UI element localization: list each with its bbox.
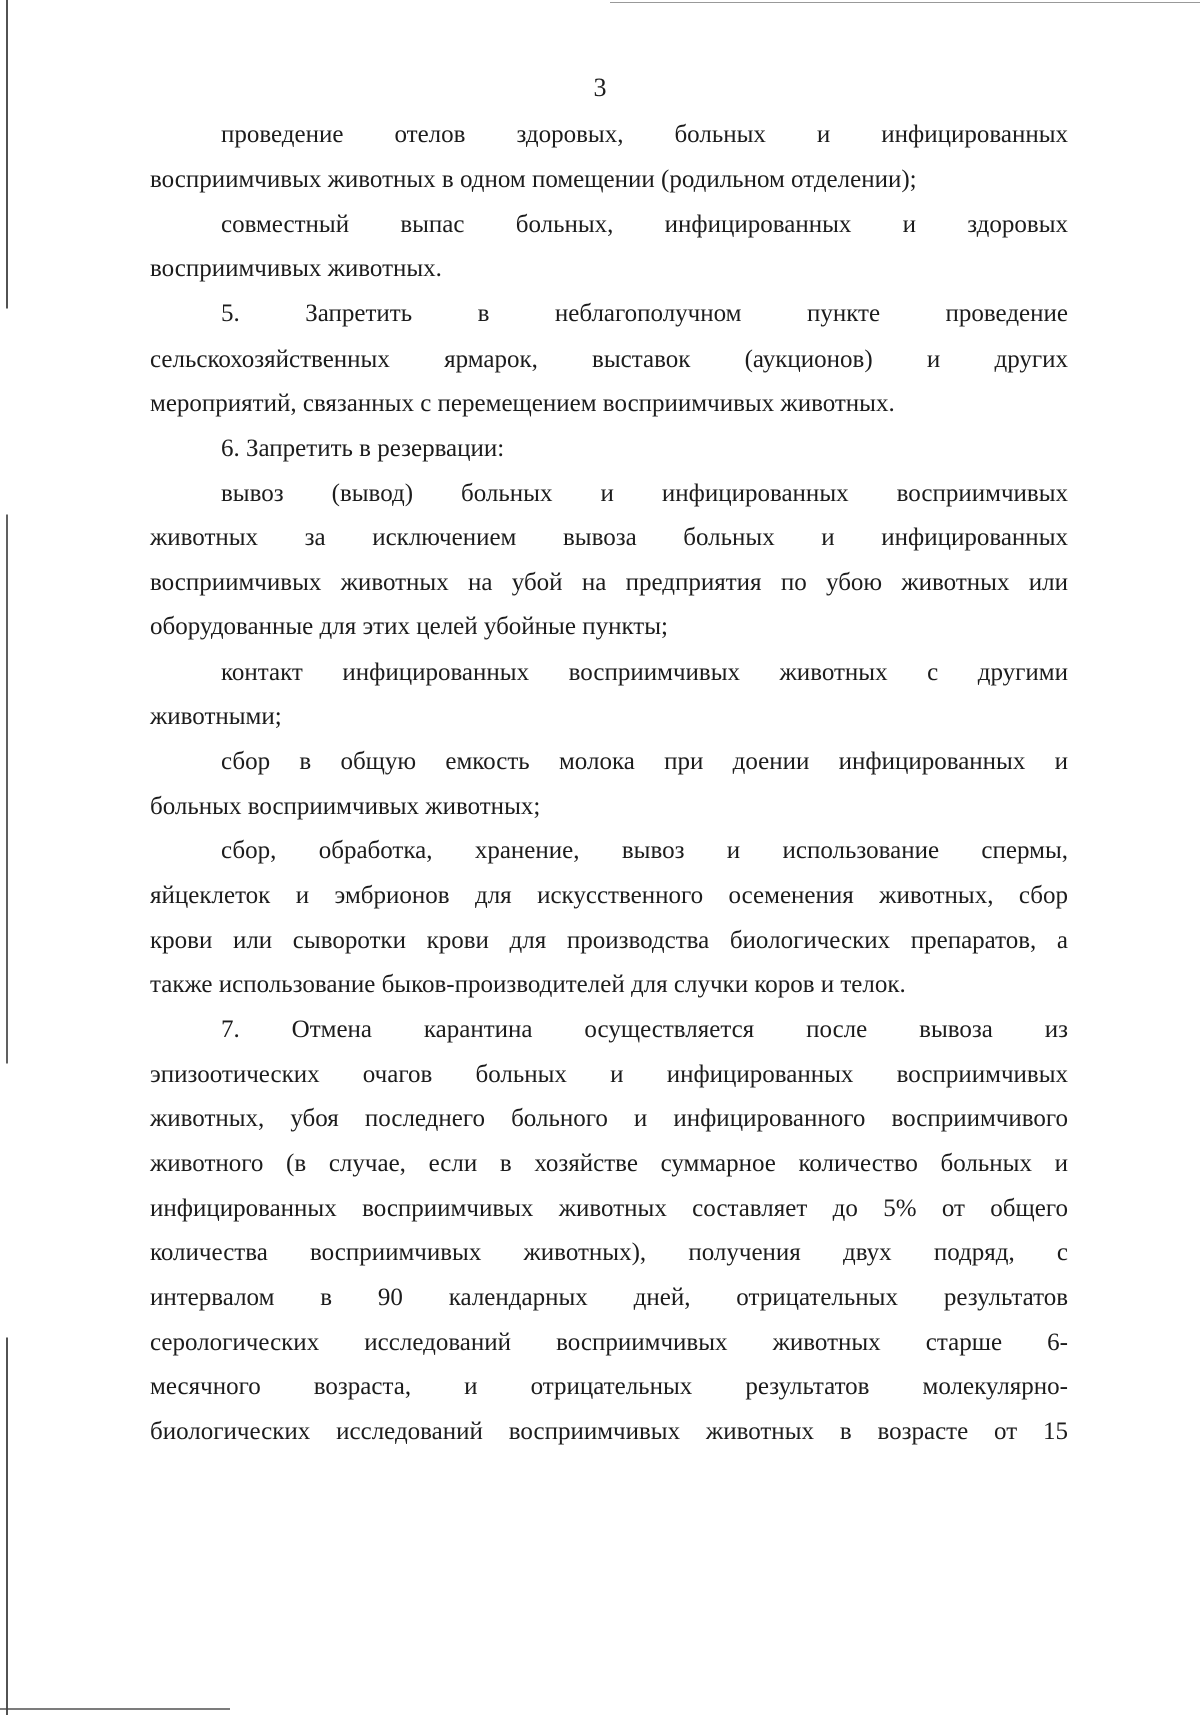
text-line: восприимчивых животных на убой на предприятия по убою животных или [150, 569, 1068, 596]
text-line: количества восприимчивых животных), получения двух подряд, с [150, 1239, 1068, 1266]
text-line: также использование быков-производителей для случки коров и телок. [150, 971, 906, 998]
text-line: животных за исключением вывоза больных и инфицированных [150, 524, 1068, 551]
text-line: животных, убоя последнего больного и инфицированного восприимчивого [150, 1105, 1068, 1132]
text-line: серологических исследований восприимчивых животных старше 6- [150, 1329, 1068, 1356]
text-line: 5. Запретить в неблагополучном пункте проведение [221, 300, 1068, 327]
text-line: животного (в случае, если в хозяйстве суммарное количество больных и [150, 1150, 1068, 1177]
text-line: оборудованные для этих целей убойные пункты; [150, 613, 668, 640]
text-line: проведение отелов здоровых, больных и инфицированных [221, 121, 1068, 148]
text-line: мероприятий, связанных с перемещением восприимчивых животных. [150, 390, 895, 417]
scan-edge-bottom [0, 1708, 230, 1710]
text-line: восприимчивых животных. [150, 255, 442, 282]
text-line: совместный выпас больных, инфицированных и здоровых [221, 211, 1068, 238]
text-line: инфицированных восприимчивых животных составляет до 5% от общего [150, 1195, 1068, 1222]
page-number: 3 [593, 73, 607, 102]
text-line: биологических исследований восприимчивых животных в возрасте от 15 [150, 1418, 1068, 1445]
scan-edge-left [6, 0, 8, 1715]
scan-edge-top [610, 2, 1200, 3]
text-line: эпизоотических очагов больных и инфицированных восприимчивых [150, 1061, 1068, 1088]
text-line: 6. Запретить в резервации: [221, 435, 505, 462]
text-line: 7. Отмена карантина осуществляется после вывоза из [221, 1016, 1068, 1043]
text-line: интервалом в 90 календарных дней, отрицательных результатов [150, 1284, 1068, 1311]
text-line: восприимчивых животных в одном помещении (родильном отделении); [150, 166, 917, 193]
text-line: вывоз (вывод) больных и инфицированных восприимчивых [221, 480, 1068, 507]
text-line: сбор, обработка, хранение, вывоз и использование спермы, [221, 837, 1068, 864]
text-line: крови или сыворотки крови для производства биологических препаратов, а [150, 927, 1068, 954]
text-line: яйцеклеток и эмбрионов для искусственного осеменения животных, сбор [150, 882, 1068, 909]
text-line: контакт инфицированных восприимчивых животных с другими [221, 659, 1068, 686]
text-line: животными; [150, 703, 282, 730]
text-line: больных восприимчивых животных; [150, 793, 541, 820]
text-line: сельскохозяйственных ярмарок, выставок (аукционов) и других [150, 346, 1068, 373]
text-line: сбор в общую емкость молока при доении инфицированных и [221, 748, 1068, 775]
text-line: месячного возраста, и отрицательных результатов молекулярно- [150, 1373, 1068, 1400]
